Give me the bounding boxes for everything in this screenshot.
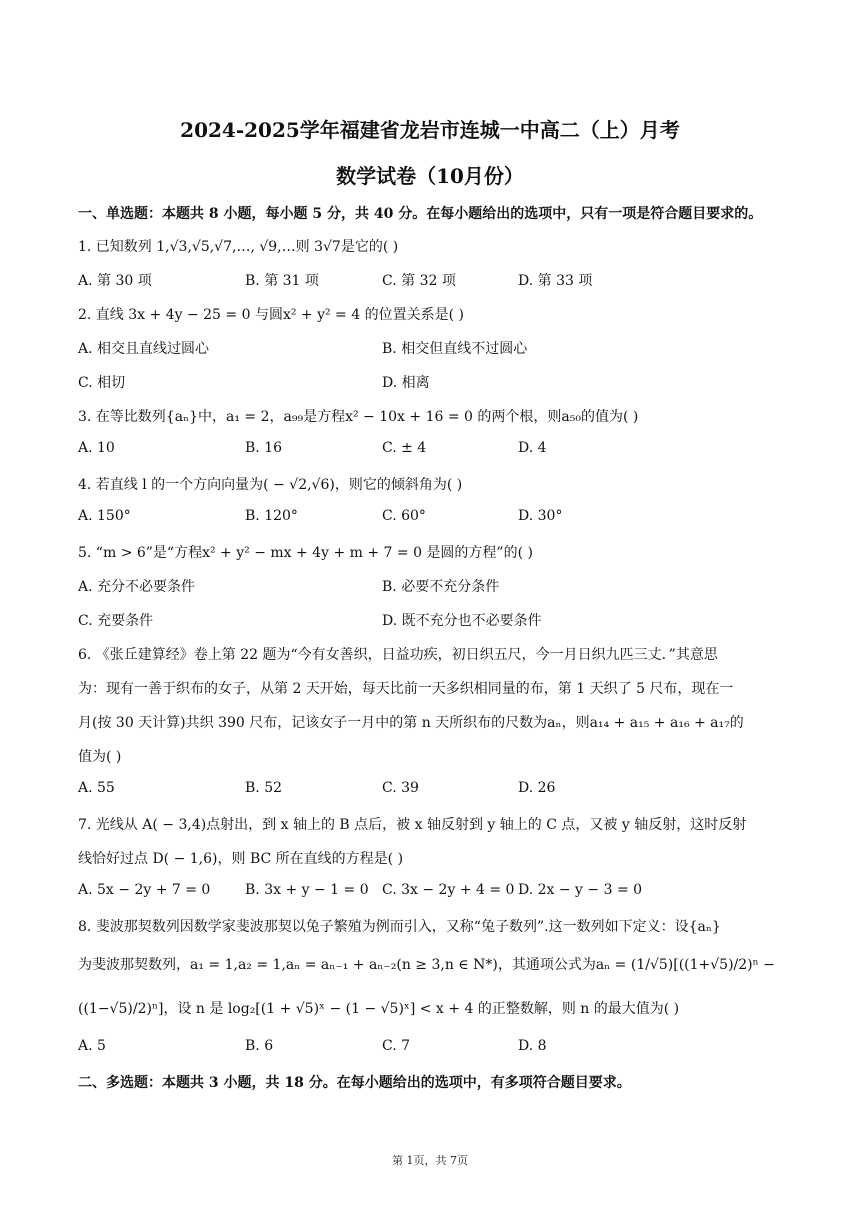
q6-option-d: D. 26 — [518, 780, 556, 796]
q3-option-c: C. ± 4 — [382, 440, 427, 456]
q6-option-a: A. 55 — [78, 780, 115, 796]
q5-option-d: D. 既不充分也不必要条件 — [382, 613, 542, 629]
question-6-text-line2: 为：现有一善于织布的女子，从第 2 天开始，每天比前一天多织相同量的布，第 1 天织了 5 尺布，现在一 — [78, 681, 734, 697]
section1-heading: 一、单选题：本题共 8 小题，每小题 5 分，共 40 分。在每小题给出的选项中，只有一项是符合题目要求的。 — [78, 206, 763, 222]
section2-heading: 二、多选题：本题共 3 小题，共 18 分。在每小题给出的选项中，有多项符合题目要求。 — [78, 1075, 631, 1091]
question-7-text-line2: 线恰好过点 D( − 1,6)，则 BC 所在直线的方程是( ) — [78, 851, 404, 867]
q3-option-b: B. 16 — [245, 440, 283, 456]
q1-option-b: B. 第 31 项 — [245, 273, 319, 289]
q5-option-c: C. 充要条件 — [78, 613, 154, 629]
q4-option-a: A. 150° — [78, 508, 131, 524]
q1-option-a: A. 第 30 项 — [78, 273, 152, 289]
question-2-text: 2. 直线 3x + 4y − 25 = 0 与圆x² + y² = 4 的位置关系是( ) — [78, 307, 464, 323]
question-8-text-line1: 8. 斐波那契数列因数学家斐波那契以兔子繁殖为例而引入，又称“兔子数列”.这一数列如下定义：设{aₙ} — [78, 919, 721, 935]
exam-title-line2: 数学试卷（10月份） — [336, 164, 524, 188]
q1-option-d: D. 第 33 项 — [518, 273, 593, 289]
q8-option-b: B. 6 — [245, 1038, 274, 1054]
question-4-text: 4. 若直线 l 的一个方向向量为( − √2,√6)，则它的倾斜角为( ) — [78, 477, 463, 493]
q6-option-b: B. 52 — [245, 780, 283, 796]
q5-option-b: B. 必要不充分条件 — [382, 579, 500, 595]
question-5-text: 5. “m > 6”是“方程x² + y² − mx + 4y + m + 7 = 0 是圆的方程”的( ) — [78, 545, 533, 561]
question-6-text-line4: 值为( ) — [78, 749, 122, 765]
question-1-text: 1. 已知数列 1,√3,√5,√7,…, √9,…则 3√7是它的( ) — [78, 239, 399, 255]
q8-option-a: A. 5 — [78, 1038, 106, 1054]
q3-option-a: A. 10 — [78, 440, 115, 456]
q4-option-c: C. 60° — [382, 508, 426, 524]
question-8-text-line2: 为斐波那契数列，a₁ = 1,a₂ = 1,aₙ = aₙ₋₁ + aₙ₋₂(n ≥ 3,n ∈ N*)，其通项公式为aₙ = (1/√5)[((1+√5)/2)ⁿ − — [78, 957, 775, 973]
q3-option-d: D. 4 — [518, 440, 547, 456]
q7-option-b: B. 3x + y − 1 = 0 — [245, 882, 369, 898]
q2-option-a: A. 相交且直线过圆心 — [78, 341, 210, 357]
question-7-text-line1: 7. 光线从 A( − 3,4)点射出，到 x 轴上的 B 点后，被 x 轴反射到 y 轴上的 C 点，又被 y 轴反射，这时反射 — [78, 817, 747, 833]
q1-option-c: C. 第 32 项 — [382, 273, 456, 289]
q8-option-d: D. 8 — [518, 1038, 547, 1054]
question-3-text: 3. 在等比数列{aₙ}中，a₁ = 2，a₉₉是方程x² − 10x + 16 = 0 的两个根，则a₅₀的值为( ) — [78, 409, 639, 425]
q5-option-a: A. 充分不必要条件 — [78, 579, 196, 595]
q4-option-d: D. 30° — [518, 508, 563, 524]
page-footer: 第 1页，共 7页 — [392, 1154, 468, 1167]
q7-option-d: D. 2x − y − 3 = 0 — [518, 882, 643, 898]
question-6-text-line3: 月(按 30 天计算)共织 390 尺布，记该女子一月中的第 n 天所织布的尺数为aₙ，则a₁₄ + a₁₅ + a₁₆ + a₁₇的 — [78, 715, 744, 731]
q2-option-c: C. 相切 — [78, 375, 126, 391]
q8-option-c: C. 7 — [382, 1038, 411, 1054]
q7-option-a: A. 5x − 2y + 7 = 0 — [78, 882, 211, 898]
q4-option-b: B. 120° — [245, 508, 298, 524]
q7-option-c: C. 3x − 2y + 4 = 0 — [382, 882, 515, 898]
question-6-text-line1: 6. 《张丘建算经》卷上第 22 题为“今有女善织，日益功疾，初日织五尺，今一月日织九匹三丈．”其意思 — [78, 647, 718, 663]
exam-title-line1: 2024-2025学年福建省龙岩市连城一中高二（上）月考 — [180, 118, 680, 142]
q6-option-c: C. 39 — [382, 780, 419, 796]
question-8-text-line3: ((1−√5)/2)ⁿ]，设 n 是 log₂[(1 + √5)ˣ − (1 − √5)ˣ] < x + 4 的正整数解，则 n 的最大值为( ) — [78, 1001, 680, 1017]
q2-option-b: B. 相交但直线不过圆心 — [382, 341, 528, 357]
q2-option-d: D. 相离 — [382, 375, 430, 391]
